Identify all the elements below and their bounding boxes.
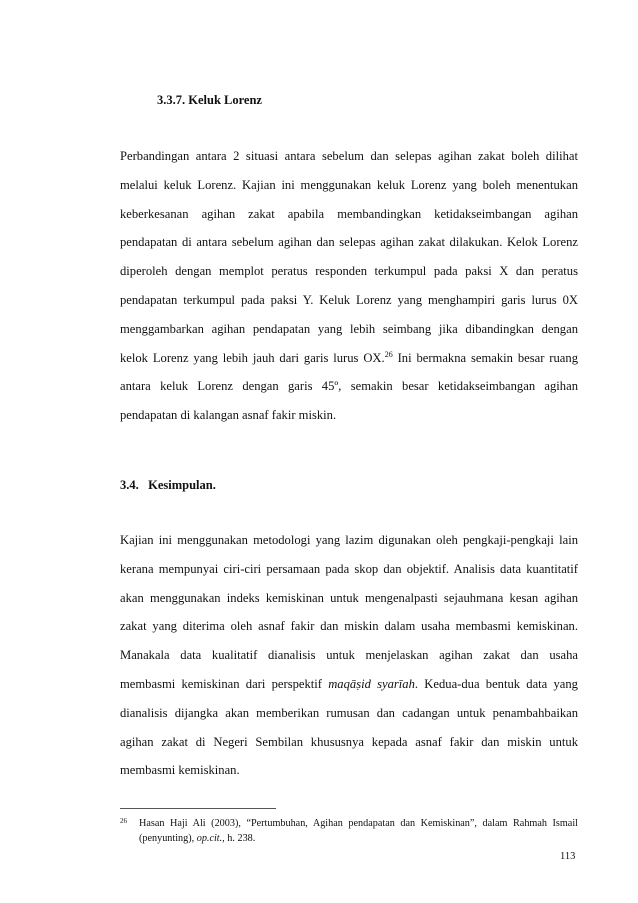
text-segment: (penyunting), <box>139 832 197 844</box>
text-segment: h. 238. <box>224 832 256 844</box>
text-line: kerana mempunyai ciri-ciri persamaan pada skop dan objektif. Analisis data kuantitatif <box>120 561 578 576</box>
page-number: 113 <box>560 851 576 862</box>
text-line: membasmi kemiskinan. <box>120 763 240 778</box>
text-line: Perbandingan antara 2 situasi antara sebelum dan selepas agihan zakat boleh dilihat <box>120 149 578 163</box>
text-line-with-footnote <box>120 344 578 373</box>
section-heading-keluk-lorenz: 3.3.7. Keluk Lorenz <box>157 93 262 107</box>
text-line-with-italic <box>120 670 578 699</box>
italic-term: op.cit., <box>196 832 225 844</box>
footnote-number: 26 <box>120 817 127 825</box>
footnote <box>120 817 578 846</box>
text-line: Manakala data kualitatif dianalisis untuk menjelaskan agihan zakat dan usaha <box>120 648 578 663</box>
text-segment: . Kedua-dua bentuk data yang <box>414 676 578 691</box>
paragraph-kesimpulan <box>120 526 578 785</box>
text-line: melalui keluk Lorenz. Kajian ini menggunakan keluk Lorenz yang boleh menentukan <box>120 177 578 192</box>
text-line: pendapatan di antara sebelum agihan dan selepas agihan zakat dilakukan. Kelok Lorenz <box>120 235 578 250</box>
text-line: dianalisis dijangka akan memberikan rumusan dan cadangan untuk penambahbaikan <box>120 705 578 720</box>
text-line: pendapatan terkumpul pada paksi Y. Keluk Lorenz yang menghampiri garis lurus 0X <box>120 292 578 307</box>
text-segment: kelok Lorenz yang lebih jauh dari garis lurus OX. <box>120 350 385 365</box>
footnote-line <box>120 832 578 847</box>
text-line: zakat yang diterima oleh asnaf fakir dan miskin dalam usaha membasmi kemiskinan. <box>120 619 578 634</box>
text-line: menggambarkan agihan pendapatan yang lebih seimbang jika dibandingkan dengan <box>120 321 578 336</box>
text-segment: membasmi kemiskinan dari perspektif <box>120 676 329 691</box>
text-line: antara keluk Lorenz dengan garis 45º, semakin besar ketidakseimbangan agihan <box>120 379 578 394</box>
section-heading-kesimpulan <box>120 478 216 493</box>
heading-text: 3.4. Kesimpulan. <box>120 478 216 492</box>
text-line: diperoleh dengan memplot peratus responden terkumpul pada paksi X dan peratus <box>120 264 578 279</box>
footnote-line: Hasan Haji Ali (2003), “Pertumbuhan, Agihan pendapatan dan Kemiskinan”, dalam Rahmah Ismail <box>139 818 578 829</box>
footnote-divider <box>120 808 276 809</box>
footnote-reference[interactable]: 26 <box>384 349 393 359</box>
text-line: agihan zakat di Negeri Sembilan khususnya kepada asnaf fakir dan miskin untuk <box>120 734 578 749</box>
text-line: keberkesanan agihan zakat apabila membandingkan ketidakseimbangan agihan <box>120 206 578 221</box>
text-line: akan menggunakan indeks kemiskinan untuk mengenalpasti sejauhmana kesan agihan <box>120 590 578 605</box>
text-line: Kajian ini menggunakan metodologi yang lazim digunakan oleh pengkaji-pengkaji lain <box>120 533 578 547</box>
paragraph-keluk-lorenz <box>120 142 578 430</box>
italic-term: maqāṣid syarīah <box>328 676 415 691</box>
text-line: pendapatan di kalangan asnaf fakir miskin. <box>120 408 337 423</box>
text-segment: Ini bermakna semakin besar ruang <box>392 350 578 365</box>
